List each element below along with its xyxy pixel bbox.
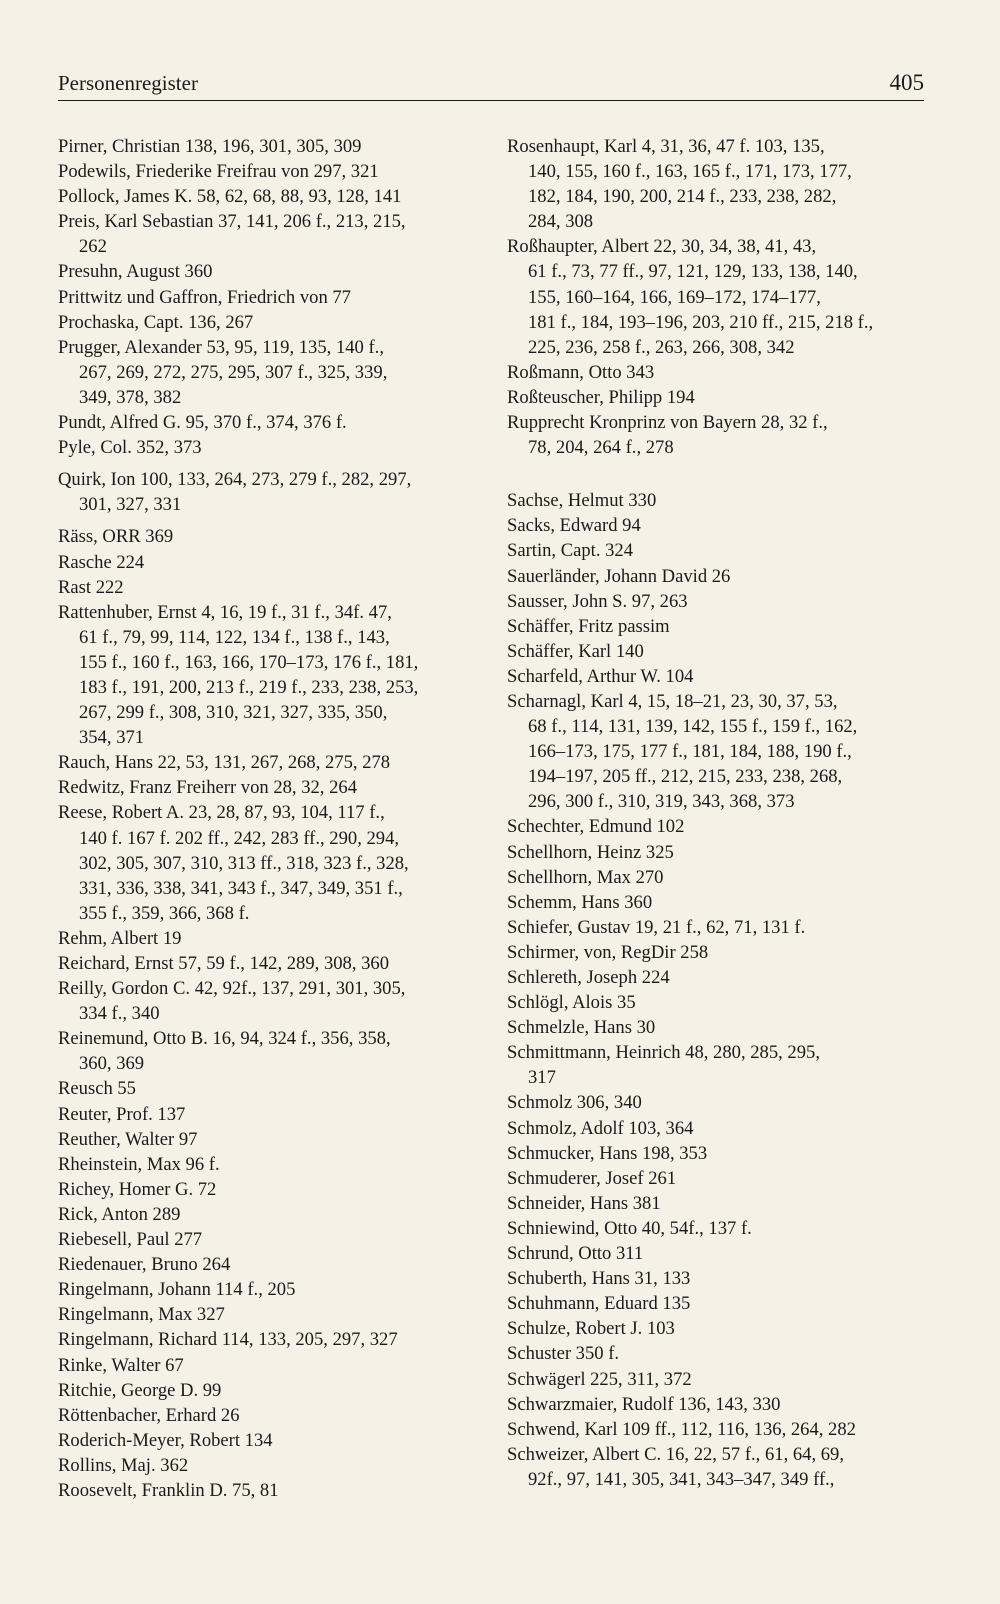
index-entry: Schirmer, von, RegDir 258 (507, 941, 709, 963)
index-entry: Schechter, Edmund 102 (507, 816, 685, 838)
index-entry: Prittwitz und Gaffron, Friedrich von 77 (58, 286, 351, 308)
index-entry: Schmittmann, Heinrich 48, 280, 285, 295, 317 (507, 1042, 820, 1089)
index-entry: Reichard, Ernst 57, 59 f., 142, 289, 308, 360 (58, 953, 390, 974)
index-entry: Schmucker, Hans 198, 353 (507, 1142, 708, 1164)
index-entry: Ringelmann, Richard 114, 133, 205, 297, 327 (58, 1329, 398, 1351)
index-entry: Roosevelt, Franklin D. 75, 81 (58, 1479, 279, 1501)
index-entry: Reuter, Prof. 137 (58, 1103, 186, 1125)
index-entry: Schwägerl 225, 311, 372 (507, 1368, 692, 1390)
index-entry: Reuther, Walter 97 (58, 1128, 198, 1150)
index-entry: Preis, Karl Sebastian 37, 141, 206 f., 213, 215, 262 (58, 211, 406, 258)
index-entry: Riedenauer, Bruno 264 (58, 1254, 231, 1276)
index-entry: Rosenhaupt, Karl 4, 31, 36, 47 f. 103, 135, 140, 155, 160 f., 163, 165 f., 171, 173, 177, 182, 184, 190, 200, 214 f., 233, 238, 282, 284, 308 (507, 136, 852, 233)
index-entry: Ritchie, George D. 99 (58, 1379, 222, 1401)
index-entry: Pyle, Col. 352, 373 (58, 437, 202, 459)
index-entry: Schniewind, Otto 40, 54f., 137 f. (507, 1217, 752, 1239)
index-entry: Sacks, Edward 94 (507, 515, 641, 537)
index-column-left (58, 134, 478, 1503)
index-entry: Schneider, Hans 381 (507, 1192, 661, 1214)
index-entry: Pirner, Christian 138, 196, 301, 305, 309 (58, 136, 362, 157)
index-entry: Podewils, Friederike Freifrau von 297, 321 (58, 161, 379, 183)
index-entry: Schwarzmaier, Rudolf 136, 143, 330 (507, 1393, 781, 1415)
index-entry: Roßmann, Otto 343 (507, 361, 655, 383)
page-number: 405 (889, 70, 924, 95)
index-entry: Schuster 350 f. (507, 1343, 620, 1365)
index-entry: Schmuderer, Josef 261 (507, 1167, 677, 1189)
index-entry: Roderich-Meyer, Robert 134 (58, 1429, 273, 1451)
index-entry: Rick, Anton 289 (58, 1203, 181, 1225)
index-entry: Schmolz, Adolf 103, 364 (507, 1117, 694, 1139)
index-entry: Quirk, Ion 100, 133, 264, 273, 279 f., 282, 297, 301, 327, 331 (58, 469, 412, 516)
index-entry: Schmolz 306, 340 (507, 1092, 642, 1114)
index-entry: Sartin, Capt. 324 (507, 540, 634, 562)
index-entry: Schellhorn, Max 270 (507, 866, 664, 888)
index-entry: Röttenbacher, Erhard 26 (58, 1404, 240, 1426)
index-entry: Prochaska, Capt. 136, 267 (58, 311, 254, 333)
index-entry: Schweizer, Albert C. 16, 22, 57 f., 61, 64, 69, 92f., 97, 141, 305, 341, 343–347, 349 ff., (507, 1443, 844, 1490)
index-entry: Redwitz, Franz Freiherr von 28, 32, 264 (58, 777, 357, 799)
index-entry: Reinemund, Otto B. 16, 94, 324 f., 356, 358, 360, 369 (58, 1028, 391, 1075)
index-entry: Pollock, James K. 58, 62, 68, 88, 93, 128, 141 (58, 186, 402, 208)
index-entry: Schuhmann, Eduard 135 (507, 1293, 691, 1315)
index-entry: Schuberth, Hans 31, 133 (507, 1268, 691, 1290)
index-entry: Rast 222 (58, 576, 124, 598)
index-entry: Rinke, Walter 67 (58, 1354, 184, 1376)
header-title: Personenregister (58, 71, 198, 95)
index-entry: Räss, ORR 369 (58, 526, 174, 548)
index-entry: Schlereth, Joseph 224 (507, 967, 670, 988)
index-entry: Reusch 55 (58, 1078, 136, 1100)
index-entry: Rauch, Hans 22, 53, 131, 267, 268, 275, 278 (58, 752, 391, 774)
running-header (58, 60, 924, 101)
index-entry: Rheinstein, Max 96 f. (58, 1153, 220, 1175)
index-entry: Rupprecht Kronprinz von Bayern 28, 32 f., 78, 204, 264 f., 278 (507, 412, 828, 459)
index-entry: Pundt, Alfred G. 95, 370 f., 374, 376 f. (58, 412, 347, 434)
index-entry: Reese, Robert A. 23, 28, 87, 93, 104, 117 f., 140 f. 167 f. 202 ff., 242, 283 ff., 290, 294, 302, 305, 307, 310, 313 ff., 318, 323 f., 328, 331, 336, 338, 341, 343 f., 347, 349, 351 f., 355 f., 359, 366, 368 f. (58, 802, 409, 924)
index-entry: Rollins, Maj. 362 (58, 1454, 189, 1476)
index-entry: Roßhaupter, Albert 22, 30, 34, 38, 41, 43, 61 f., 73, 77 ff., 97, 121, 129, 133, 138, 140, 155, 160–164, 166, 169–172, 174–177, 181 f., 184, 193–196, 203, 210 ff., 215, 218 f., 225, 236, 258 f., 263, 266, 308, 342 (507, 236, 874, 358)
index-entry: Rattenhuber, Ernst 4, 16, 19 f., 31 f., 34f. 47, 61 f., 79, 99, 114, 122, 134 f., 138 f., 143, 155 f., 160 f., 163, 166, 170–173, 176 f., 181, 183 f., 191, 200, 213 f., 219 f., 233, 238, 253, 267, 299 f., 308, 310, 321, 327, 335, 350, 354, 371 (58, 601, 419, 749)
index-entry: Ringelmann, Max 327 (58, 1304, 225, 1326)
index-entry: Ringelmann, Johann 114 f., 205 (58, 1279, 296, 1301)
index-entry: Schäffer, Karl 140 (507, 640, 644, 662)
index-entry: Schrund, Otto 311 (507, 1243, 644, 1265)
index-entry: Schäffer, Fritz passim (507, 615, 670, 637)
index-entry: Richey, Homer G. 72 (58, 1178, 217, 1200)
index-entry: Rehm, Albert 19 (58, 927, 182, 949)
index-entry: Presuhn, August 360 (58, 261, 213, 283)
index-entry: Sausser, John S. 97, 263 (507, 590, 688, 612)
index-entry: Scharfeld, Arthur W. 104 (507, 665, 694, 687)
index-entry: Sachse, Helmut 330 (507, 490, 657, 512)
index-entry: Roßteuscher, Philipp 194 (507, 386, 695, 408)
index-entry: Rasche 224 (58, 551, 145, 573)
index-entry: Schmelzle, Hans 30 (507, 1017, 656, 1039)
index-entry: Schwend, Karl 109 ff., 112, 116, 136, 264, 282 (507, 1418, 856, 1440)
index-entry: Riebesell, Paul 277 (58, 1229, 203, 1251)
index-entry: Scharnagl, Karl 4, 15, 18–21, 23, 30, 37, 53, 68 f., 114, 131, 139, 142, 155 f., 159 f., 162, 166–173, 175, 177 f., 181, 184, 188, 190 f., 194–197, 205 ff., 212, 215, 233, 238, 268, 296, 300 f., 310, 319, 343, 368, 373 (507, 690, 858, 813)
index-entry: Prugger, Alexander 53, 95, 119, 135, 140 f., 267, 269, 272, 275, 295, 307 f., 325, 339, 349, 378, 382 (58, 336, 388, 408)
index-entry: Schellhorn, Heinz 325 (507, 841, 674, 863)
index-entry: Schlögl, Alois 35 (507, 992, 636, 1014)
index-entry: Sauerländer, Johann David 26 (507, 565, 731, 587)
index-entry: Reilly, Gordon C. 42, 92f., 137, 291, 301, 305, 334 f., 340 (58, 978, 406, 1025)
index-column-right (507, 134, 933, 1492)
index-entry: Schemm, Hans 360 (507, 891, 653, 913)
index-entry: Schulze, Robert J. 103 (507, 1318, 675, 1340)
index-entry: Schiefer, Gustav 19, 21 f., 62, 71, 131 f. (507, 916, 806, 938)
